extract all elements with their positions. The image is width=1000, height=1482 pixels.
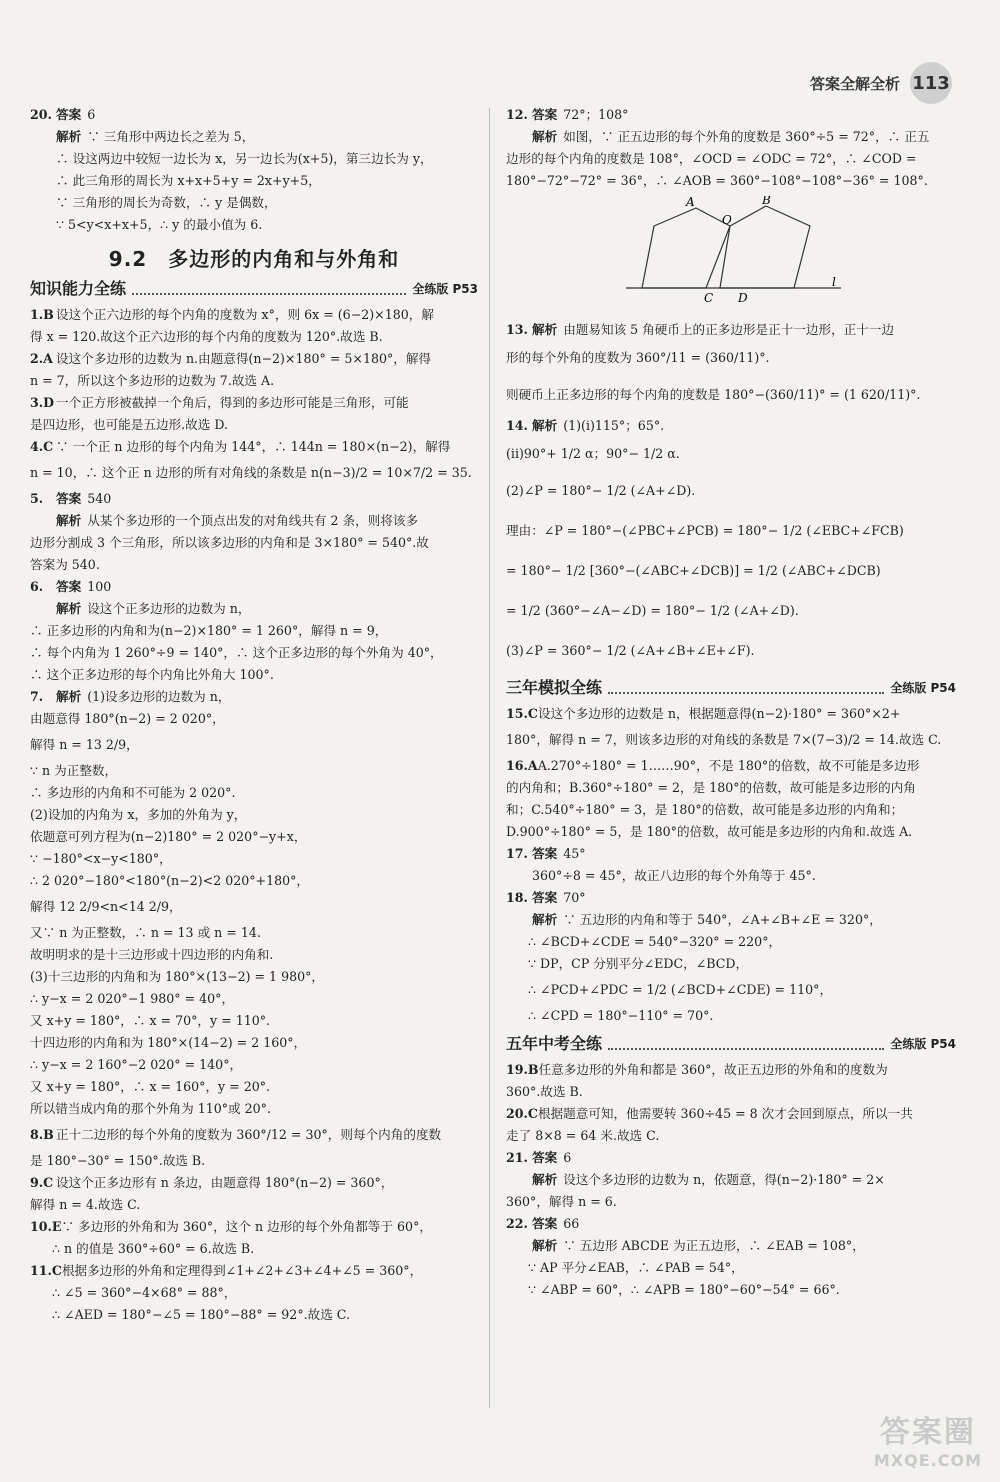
section-title: 9.2 多边形的内角和与外角和 <box>108 247 400 271</box>
column-divider <box>489 108 490 1408</box>
item-14: 14. 解析 (1)(i)115°；65°. (ii)90°+ 1/2 α；90°− 1/2 α. (2)∠P = 180°− 1/2 (∠A+∠D). 理由：∠P = 180°−(∠PBC+∠PCB) = 180°− 1/2 (∠EBC+∠FCB) = 180°− 1/2 [360°−(∠ABC+∠DCB)] = 1/2 (∠ABC+∠DCB) = 1/2 (360°−∠A−∠D) = 180°− 1/2 (∠A+∠D). (3)∠P = 360°− 1/2 (∠A+∠B+∠E+∠F). <box>506 418 904 658</box>
analysis-20-line: 解析 ∵ 三角形中两边长之差为 5， <box>56 129 255 144</box>
item-11: 11.C根据多边形的外角和定理得到∠1+∠2+∠3+∠4+∠5 = 360°， ∴ ∠5 = 360°−4×68° = 88°， ∴ ∠AED = 180°−∠5 = 180°−88° = 92°.故选 C. <box>30 1263 423 1322</box>
item-1: 1.B 设这个正六边形的每个内角的度数为 x°，则 6x = (6−2)×180，解 得 x = 120.故这个正六边形的每个内角的度数为 120°.故选 B. <box>30 307 434 344</box>
svg-text:O: O <box>722 213 732 227</box>
page-header <box>810 62 952 104</box>
section-header-knowledge: 知识能力全练 全练版 P53 <box>30 279 478 298</box>
right-column <box>506 104 956 1301</box>
item-17: 17. 答案 45° 360°÷8 = 45°，故正八边形的每个外角等于 45°. <box>506 846 816 883</box>
pentagon-figure <box>626 196 956 313</box>
page-number: 113 <box>910 62 952 104</box>
item-19: 19.B任意多边形的外角和都是 360°，故正五边形的外角和的度数为 360°.故选 B. <box>506 1062 888 1099</box>
analysis-20-line: ∴ 设这两边中较短一边长为 x，另一边长为(x+5)，第三边长为 y， <box>56 151 433 166</box>
item-6: 6. 答案 100 解析 设这个正多边形的边数为 n， ∴ 正多边形的内角和为(n−2)×180° = 1 260°，解得 n = 9， ∴ 每个内角为 1 260°÷9 = 140°，∴ 这个正多边形的每个外角为 40°， ∴ 这个正多边形的每个内角比外角大 100°. <box>30 579 443 682</box>
pentagon-diagram <box>626 196 846 306</box>
item-13: 13. 解析 由题易知该 5 角硬币上的正多边形是正十一边形，正十一边 形的每个外角的度数为 360°/11 = (360/11)°. 则硬币上正多边形的每个内角的度数是 180°−(360/11)° = (1 620/11)°. <box>506 322 921 402</box>
item-20c: 20.C根据题意可知，他需要转 360÷45 = 8 次才会回到原点，所以一共 走了 8×8 = 64 米.故选 C. <box>506 1106 913 1143</box>
analysis-20-line: ∴ 此三角形的周长为 x+x+5+y = 2x+y+5， <box>56 173 321 188</box>
item-16: 16.AA.270°÷180° = 1……90°，不是 180°的倍数，故不可能是多边形 的内角和；B.360°÷180° = 2，是 180°的倍数，故可能是多边形的内角 和；C.540°÷180° = 3，是 180°的倍数，故可能是多边形的内角和； D.900°÷180° = 5，是 180°的倍数，故可能是多边形的内角和.故选 A. <box>506 758 920 839</box>
svg-text:C: C <box>704 291 714 305</box>
item-10: 10.E∵ 多边形的外角和为 360°，这个 n 边形的每个外角都等于 60°， ∴ n 的值是 360°÷60° = 6.故选 B. <box>30 1219 432 1256</box>
item-9: 9.C 设这个正多边形有 n 条边，由题意得 180°(n−2) = 360°， 解得 n = 4.故选 C. <box>30 1175 394 1212</box>
left-column <box>30 104 478 1326</box>
answer-20: 20. 答案 6 <box>30 107 96 122</box>
item-7: 7. 解析 (1)设多边形的边数为 n， 由题意得 180°(n−2) = 2 020°， 解得 n = 13 2/9， ∵ n 为正整数， ∴ 多边形的内角和不可能为 2 020°. (2)设加的内角为 x，多加的外角为 y， 依题意可列方程为(n−2)180° = 2 020°−y+x， ∵ −180°<x−y<180°， ∴ 2 020°−180°<180°(n−2)<2 020°+180°， 解得 12 2/9<n<14 2/9， 又∵ n 为正整数，∴ n = 13 或 n = 14. 故明明求的是十三边形或十四边形的内角和. (3)十三边形的内角和为 180°×(13−2) = 1 980°， ∴ y−x = 2 020°−1 980° = 40°， 又 x+y = 180°，∴ x = 70°，y = 110°. 十四边形的内角和为 180°×(14−2) = 2 160°， ∴ y−x = 2 160°−2 020° = 140°， 又 x+y = 180°，∴ x = 160°，y = 20°. 所以错当成内角的那个外角为 110°或 20°. <box>30 689 324 1116</box>
section-header-mock: 三年模拟全练 全练版 P54 <box>506 678 956 697</box>
item-5: 5. 答案 540 解析 从某个多边形的一个顶点出发的对角线共有 2 条，则将该多 边形分割成 3 个三角形，所以该多边形的内角和是 3×180° = 540°.故 答案为 540. <box>30 491 429 572</box>
svg-text:l: l <box>832 275 836 289</box>
analysis-20-line: ∵ 三角形的周长为奇数，∴ y 是偶数， <box>56 195 277 210</box>
header-title: 答案全解全析 <box>809 74 900 93</box>
svg-text:D: D <box>738 291 748 305</box>
section-header-exam: 五年中考全练 全练版 P54 <box>506 1034 956 1053</box>
item-2: 2.A 设这个多边形的边数为 n.由题意得(n−2)×180° = 5×180°，解得 n = 7，所以这个多边形的边数为 7.故选 A. <box>30 351 432 388</box>
svg-text:A: A <box>686 196 695 209</box>
item-4: 4.C ∵ 一个正 n 边形的每个内角为 144°，∴ 144n = 180×(n−2)，解得 n = 10，∴ 这个正 n 边形的所有对角线的条数是 n(n−3)/2 = 10×7/2 = 35. <box>30 439 472 480</box>
item-22: 22. 答案 66 解析 ∵ 五边形 ABCDE 为正五边形，∴ ∠EAB = 108°， ∵ AP 平分∠EAB，∴ ∠PAB = 54°， ∵ ∠ABP = 60°，∴ ∠APB = 180°−60°−54° = 66°. <box>506 1216 865 1297</box>
item-21: 21. 答案 6 解析 设这个多边形的边数为 n，依题意，得(n−2)·180° = 2× 360°，解得 n = 6. <box>506 1150 885 1209</box>
item-12: 12. 答案 72°；108° 解析 如图，∵ 正五边形的每个外角的度数是 360°÷5 = 72°，∴ 正五 边形的每个内角的度数是 108°，∠OCD = ∠ODC = 72°，∴ ∠COD = 180°−72°−72° = 36°，∴ ∠AOB = 360°−108°−108°−36° = 108°. <box>506 107 930 188</box>
analysis-20-line: ∵ 5<y<x+x+5，∴ y 的最小值为 6. <box>56 217 263 232</box>
item-18: 18. 答案 70° 解析 ∵ 五边形的内角和等于 540°，∠A+∠B+∠E = 320°， ∴ ∠BCD+∠CDE = 540°−320° = 220°， ∵ DP，CP 分别平分∠EDC，∠BCD， ∴ ∠PCD+∠PDC = 1/2 (∠BCD+∠CDE) = 110°， ∴ ∠CPD = 180°−110° = 70°. <box>506 890 882 1023</box>
watermark-logo: 答案圈 MXQE.COM <box>873 1415 982 1470</box>
svg-text:B: B <box>762 196 771 207</box>
item-15: 15.C设这个多边形的边数是 n，根据题意得(n−2)·180° = 360°×2+ 180°，解得 n = 7，则该多边形的对角线的条数是 7×(7−3)/2 = 14.故选 C. <box>506 706 942 747</box>
item-3: 3.D 一个正方形被截掉一个角后，得到的多边形可能是三角形，可能 是四边形，也可能是五边形.故选 D. <box>30 395 409 432</box>
item-8: 8.B 正十二边形的每个外角的度数为 360°/12 = 30°，则每个内角的度数 是 180°−30° = 150°.故选 B. <box>30 1127 442 1168</box>
